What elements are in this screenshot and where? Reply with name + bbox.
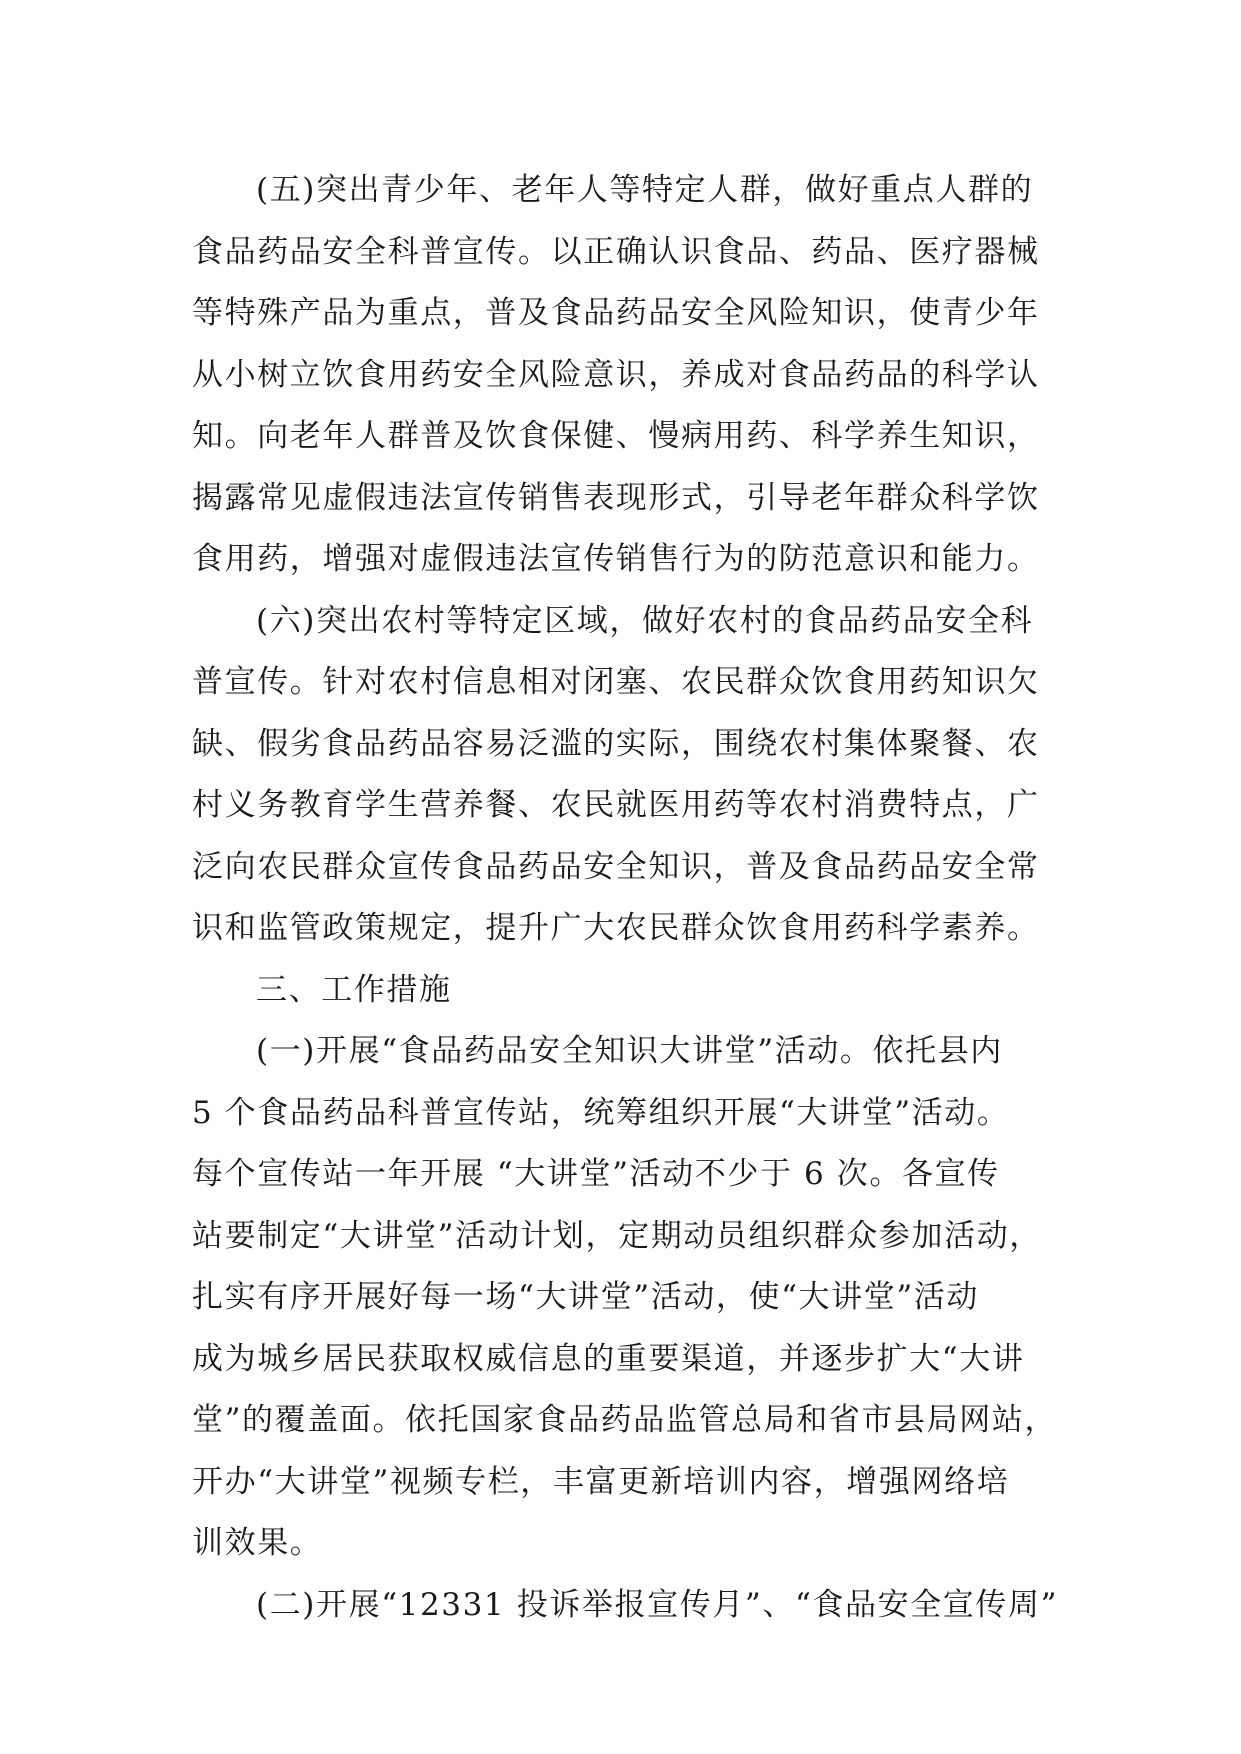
paragraph-5-line: 等特殊产品为重点，普及食品药品安全风险知识，使青少年 [192,295,1040,331]
measure-1-line: 站要制定“大讲堂”活动计划，定期动员组织群众参加活动， [192,1217,1042,1254]
paragraph-6-line: 村义务教育学生营养餐、农民就医用药等农村消费特点，广 [192,787,1040,823]
measure-1-line: 开办“大讲堂”视频专栏，丰富更新培训内容，增强网络培 [192,1463,1010,1500]
section-heading: 三、工作措施 [256,971,452,1008]
paragraph-6-line: 缺、假劣食品药品容易泛滥的实际，围绕农村集体聚餐、农 [192,725,1040,762]
measure-2-line: (二)开展“12331 投诉举报宣传月”、“食品安全宣传周” [256,1586,1059,1623]
paragraph-5-line: 知。向老年人群普及饮食保健、慢病用药、科学养生知识， [192,418,1040,454]
paragraph-5-line: (五)突出青少年、老年人等特定人群，做好重点人群的 [256,172,1034,208]
measure-1-line: 成为城乡居民获取权威信息的重要渠道，并逐步扩大“大讲 [192,1340,1025,1377]
measure-1-line: 训效果。 [192,1525,323,1561]
measure-1-line: 每个宣传站一年开展 “大讲堂”活动不少于 6 次。各宣传 [192,1156,1000,1192]
document-body [192,160,1072,1636]
paragraph-6-line: 泛向农民群众宣传食品药品安全知识，普及食品药品安全常 [192,848,1040,885]
measure-1-line: 扎实有序开展好每一场“大讲堂”活动，使“大讲堂”活动 [192,1279,979,1315]
paragraph-5-line: 食品药品安全科普宣传。以正确认识食品、药品、医疗器械 [192,233,1040,270]
measure-1-line: (一)开展“食品药品安全知识大讲堂”活动。依托县内 [256,1033,1003,1069]
paragraph-6-line: (六)突出农村等特定区域，做好农村的食品药品安全科 [256,602,1034,639]
paragraph-5-line: 食用药，增强对虚假违法宣传销售行为的防范意识和能力。 [192,541,1040,577]
paragraph-5-line: 从小树立饮食用药安全风险意识，养成对食品药品的科学认 [192,356,1040,393]
paragraph-6-line: 普宣传。针对农村信息相对闭塞、农民群众饮食用药知识欠 [192,664,1040,700]
measure-1-line: 堂”的覆盖面。依托国家食品药品监管总局和省市县局网站， [192,1402,1058,1438]
paragraph-6-line: 识和监管政策规定，提升广大农民群众饮食用药科学素养。 [192,910,1040,946]
paragraph-5-line: 揭露常见虚假违法宣传销售表现形式，引导老年群众科学饮 [192,479,1040,516]
measure-1-line: 5 个食品药品科普宣传站，统筹组织开展“大讲堂”活动。 [192,1094,1010,1131]
